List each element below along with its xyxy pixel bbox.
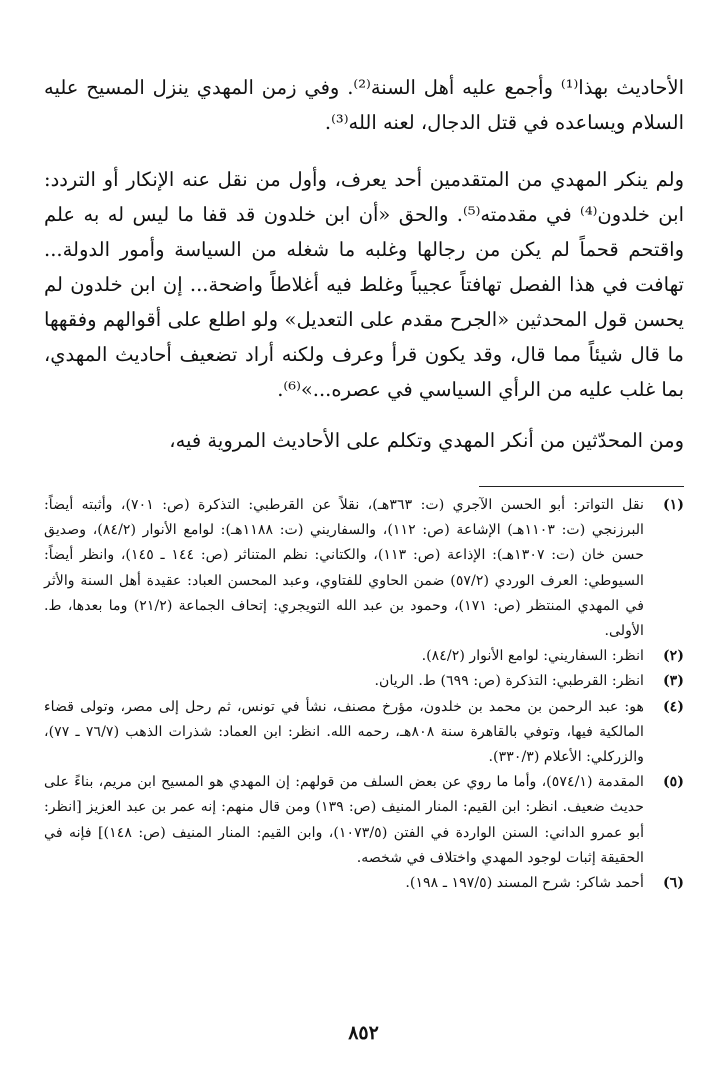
footnote-text: أحمد شاكر: شرح المسند (١٩٧/٥ ـ ١٩٨). xyxy=(405,875,644,892)
footnote-text: هو: عبد الرحمن بن محمد بن خلدون، مؤرخ مصنف، نشأ في تونس، ثم رحل إلى مصر، وتولى قضاء المالكية فيها، وتوفي بالقاهرة سنة ٨٠٨هـ، رحمه الله. انظر: ابن العماد: شذرات الذهب (٧٦/٧ ـ ٧٧)، والزركلي: الأعلام (٣٣٠/٣). xyxy=(44,698,644,766)
footnote-number: (٥) xyxy=(662,774,684,791)
body-paragraph-3: ومن المحدّثين من أنكر المهدي وتكلم على الأحاديث المروية فيه، xyxy=(169,429,684,452)
footnote-number: (٢) xyxy=(662,648,684,665)
footnote-5 xyxy=(44,770,684,871)
body-paragraph-2: ولم ينكر المهدي من المتقدمين أحد يعرف، وأول من نقل عنه الإنكار أو التردد: ابن خلدون⁽⁴⁾ في مقدمته⁽⁵⁾. والحق «أن ابن خلدون قد قفا ما ليس له به علم واقتحم قحماً لم يكن من رجالها وغلبه ما شغله من السياسة وأمور الدولة... تهافت في هذا الفصل تهافتاً عجيباً وغلط فيه أغلاطاً واضحة... إن ابن خلدون لم يحسن قول المحدثين «الجرح مقدم على التعديل» ولو اطلع على أقوالهم وفقهها ما قال شيئاً مما قال، وقد يكون قرأ وعرف ولكنه أراد تضعيف أحاديث المهدي، بما غلب عليه من الرأي السياسي في عصره...»⁽⁶⁾. xyxy=(44,168,684,401)
footnote-number: (٦) xyxy=(662,875,684,892)
page-number: ٨٥٢ xyxy=(348,1022,379,1044)
footnote-text: نقل التواتر: أبو الحسن الآجري (ت: ٣٦٣هـ)، نقلاً عن القرطبي: التذكرة (ص: ٧٠١)، وأثبته أيضاً: البرزنجي (ت: ١١٠٣هـ) الإشاعة (ص: ١١٢)، والسفاريني (ت: ١١٨٨هـ): لوامع الأنوار (٨٤/٢)، وصديق حسن خان (ت: ١٣٠٧هـ): الإذاعة (ص: ١١٣)، والكتاني: نظم المتناثر (ص: ١٤٤ ـ ١٤٥)، وانظر أيضاً: السيوطي: العرف الوردي (٥٧/٢) ضمن الحاوي للفتاوي، وعبد المحسن العباد: عقيدة أهل السنة والأثر في المهدي المنتظر (ص: ١٧١)، وحمود بن عبد الله التويجري: إتحاف الجماعة (٢١/٢) وما بعدها، ط. الأولى. xyxy=(44,497,645,640)
footnote-number: (١) xyxy=(662,497,684,513)
footnote-number: (٣) xyxy=(662,673,684,690)
footnote-separator xyxy=(479,486,684,487)
page-content xyxy=(44,70,684,896)
footnote-text: انظر: القرطبي: التذكرة (ص: ٦٩٩) ط. الريان. xyxy=(374,673,644,690)
footnotes-list xyxy=(44,493,684,896)
body-paragraph-1: الأحاديث بهذا⁽¹⁾ وأجمع عليه أهل السنة⁽²⁾. وفي زمن المهدي ينزل المسيح عليه السلام ويساعده في قتل الدجال، لعنه الله⁽³⁾. xyxy=(44,76,685,134)
footnote-2 xyxy=(44,644,684,669)
footnote-number: (٤) xyxy=(662,698,684,715)
footnote-6 xyxy=(44,871,684,896)
footnote-1 xyxy=(44,493,684,644)
footnote-text: انظر: السفاريني: لوامع الأنوار (٨٤/٢). xyxy=(421,648,644,665)
footnote-4 xyxy=(44,695,684,771)
footnote-text: المقدمة (٥٧٤/١)، وأما ما روي عن بعض السلف من قولهم: إن المهدي هو المسيح ابن مريم، بناءً على حديث ضعيف. انظر: ابن القيم: المنار المنيف (ص: ١٣٩) ومن قال منهم: إنه عمر بن عبد العزيز [انظر: أبو عمرو الداني: السنن الواردة في الفتن (١٠٧٣/٥)، وابن القيم: المنار المنيف (ص: ١٤٨)] فإنه في الحقيقة إثبات لوجود المهدي واختلاف في شخصه. xyxy=(44,774,645,866)
footnote-3 xyxy=(44,669,684,694)
